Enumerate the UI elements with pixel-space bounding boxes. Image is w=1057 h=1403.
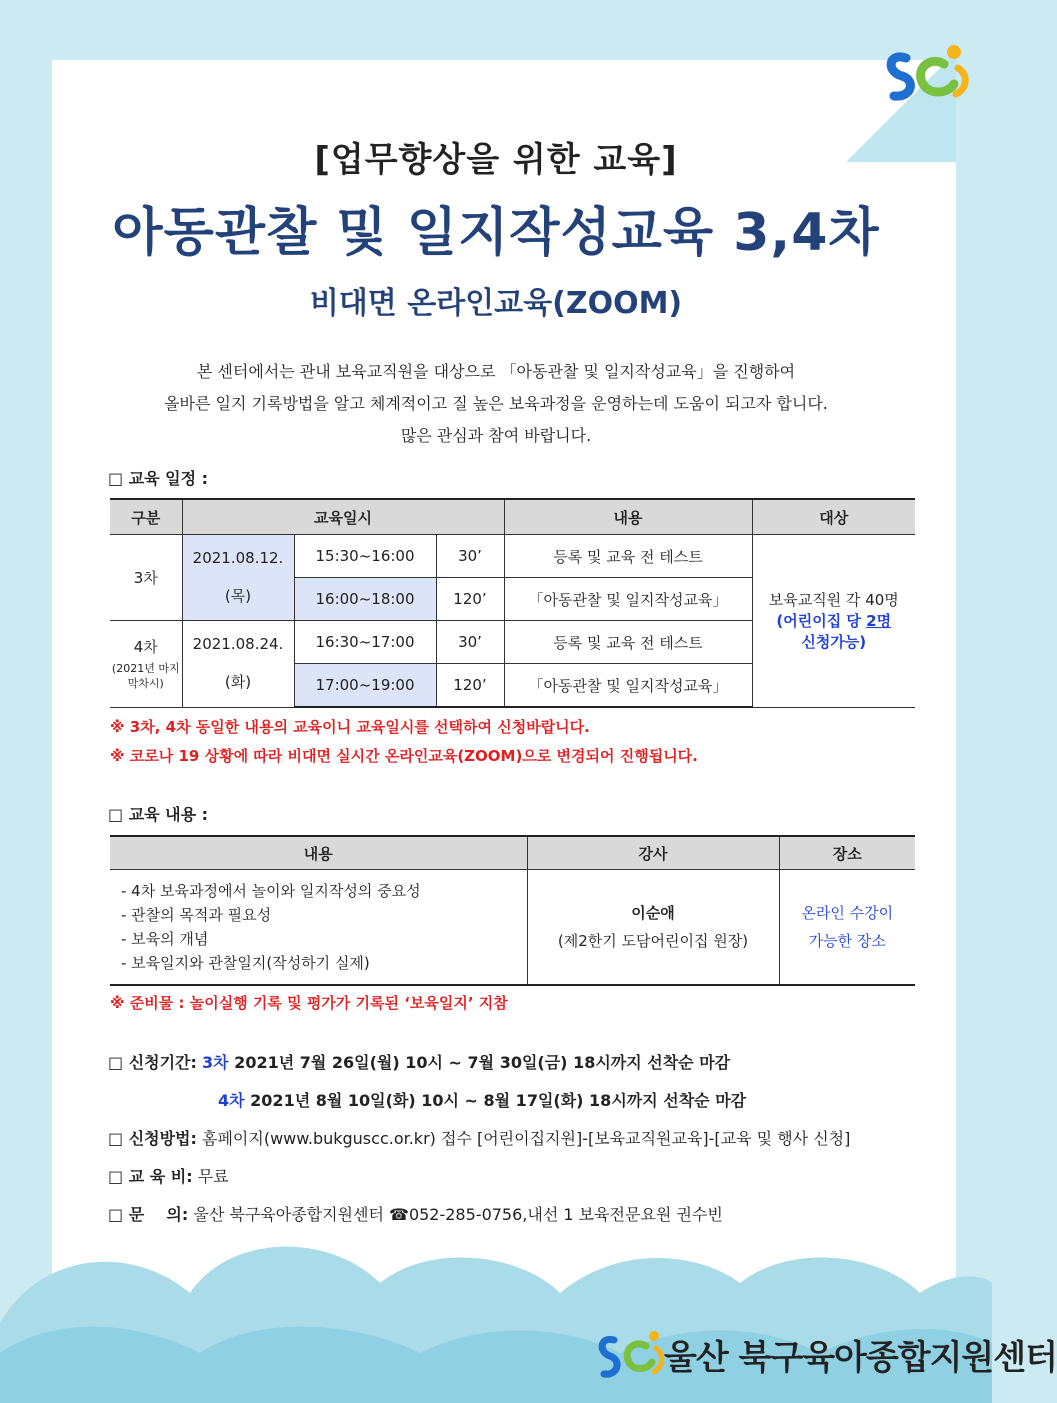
method-label: □ 신청방법: (108, 1129, 197, 1148)
lecturer-cell (527, 870, 779, 986)
schedule-note: ※ 코로나 19 상황에 따라 비대면 실시간 온라인교육(ZOOM)으로 변경되어 진행됩니다. (110, 747, 698, 765)
contents-table (110, 835, 915, 986)
prep-note: ※ 준비물 : 놀이실행 기록 및 평가가 기록된 ‘보육일지’ 지참 (110, 994, 508, 1012)
intro-line: 많은 관심과 참여 바랍니다. (400, 426, 592, 445)
list-item: - 보육일지와 관찰일지(작성하기 실제) (121, 954, 370, 972)
lecturer-name: 이순애 (631, 904, 675, 922)
center-logo-icon (876, 38, 976, 108)
target-count: 보육교직원 각 40명 (768, 591, 899, 610)
application-method (108, 1126, 850, 1149)
header-cell: 강사 (527, 836, 779, 870)
target-apply: 신청가능) (801, 633, 867, 652)
course-subtitle: [업무향상을 위한 교육] (314, 140, 678, 180)
session-duration: 30’ (436, 621, 504, 664)
session-duration: 120’ (436, 578, 504, 621)
session-content: 등록 및 교육 전 테스트 (504, 621, 752, 664)
application-period (108, 1050, 730, 1073)
session-duration: 120’ (436, 664, 504, 708)
fee (108, 1164, 229, 1187)
schedule-heading: □ 교육 일정 : (108, 469, 209, 488)
header-cell: 장소 (779, 836, 915, 870)
target-limit: (어린이집 당 (776, 612, 867, 631)
contents-heading: □ 교육 내용 : (108, 805, 209, 824)
contact-text: 울산 북구육아종합지원센터 ☎052-285-0756,내선 1 보육전문요원 권수빈 (188, 1205, 723, 1224)
session-time: 15:30~16:00 (294, 535, 436, 578)
session-time: 17:00~19:00 (294, 664, 436, 708)
header-cell: 구분 (110, 499, 182, 535)
target-cell (752, 535, 915, 708)
session-time: 16:00~18:00 (294, 578, 436, 621)
contents-cell (110, 870, 527, 986)
period-round3: 3차 (202, 1053, 229, 1072)
application-period-4 (218, 1088, 746, 1111)
header-cell: 내용 (504, 499, 752, 535)
intro-text (0, 356, 992, 452)
period-label: □ 신청기간: (108, 1053, 197, 1072)
period-round4-text: 2021년 8월 10일(화) 10시 ~ 8월 17일(화) 18시까지 선착순 마감 (244, 1091, 747, 1110)
period-round3-text: 2021년 7월 26일(월) 10시 ~ 7월 30일(금) 18시까지 선착순 마감 (228, 1053, 731, 1072)
table-row (110, 535, 915, 578)
table-header-row (110, 499, 915, 535)
header-cell: 대상 (752, 499, 915, 535)
header-cell: 교육일시 (182, 499, 504, 535)
place-cell (779, 870, 915, 986)
place-line: 가능한 장소 (808, 932, 886, 950)
session-content: 「아동관찰 및 일지작성교육」 (504, 664, 752, 708)
period-round4: 4차 (218, 1091, 245, 1110)
round-date: 2021.08.12. (목) (182, 535, 294, 621)
schedule-note: ※ 3차, 4차 동일한 내용의 교육이니 교육일시를 선택하여 신청바랍니다. (110, 718, 590, 736)
target-limit-number: 2명 (866, 612, 892, 631)
table-row (110, 870, 915, 986)
round-label: 3차 (110, 535, 182, 621)
lecturer-title: (제2한기 도담어린이집 원장) (557, 932, 749, 950)
fee-label: □ 교 육 비: (108, 1167, 193, 1186)
session-duration: 30’ (436, 535, 504, 578)
place-line: 온라인 수강이 (801, 904, 894, 922)
list-item: - 4차 보육과정에서 놀이와 일지작성의 중요성 (121, 882, 421, 900)
contact (108, 1202, 723, 1225)
fee-text: 무료 (192, 1167, 229, 1186)
round-date: 2021.08.24. (화) (182, 621, 294, 708)
footer-org-name: 울산 북구육아종합지원센터 (664, 1338, 1057, 1378)
intro-line: 본 센터에서는 관내 보육교직원을 대상으로 「아동관찰 및 일지작성교육」을 진행하여 (196, 362, 796, 381)
course-title: 아동관찰 및 일지작성교육 3,4차 (112, 203, 880, 263)
schedule-table (110, 498, 915, 708)
course-mode: 비대면 온라인교육(ZOOM) (309, 286, 683, 321)
session-content: 「아동관찰 및 일지작성교육」 (504, 578, 752, 621)
contact-label: □ 문 의: (108, 1205, 189, 1224)
list-item: - 관찰의 목적과 필요성 (121, 906, 272, 924)
round-note: (2021년 마지막차시) (111, 662, 180, 691)
table-header-row (110, 836, 915, 870)
header-cell: 내용 (110, 836, 527, 870)
list-item: - 보육의 개념 (121, 930, 209, 948)
round-label: 4차 (2021년 마지막차시) (110, 621, 182, 708)
method-text: 홈페이지(www.bukguscc.or.kr) 접수 [어린이집지원]-[보육교직원교육]-[교육 및 행사 신청] (196, 1129, 851, 1148)
session-time: 16:30~17:00 (294, 621, 436, 664)
intro-line: 올바른 일지 기록방법을 알고 체계적이고 질 높은 보육과정을 운영하는데 도움이 되고자 합니다. (164, 394, 828, 413)
session-content: 등록 및 교육 전 테스트 (504, 535, 752, 578)
